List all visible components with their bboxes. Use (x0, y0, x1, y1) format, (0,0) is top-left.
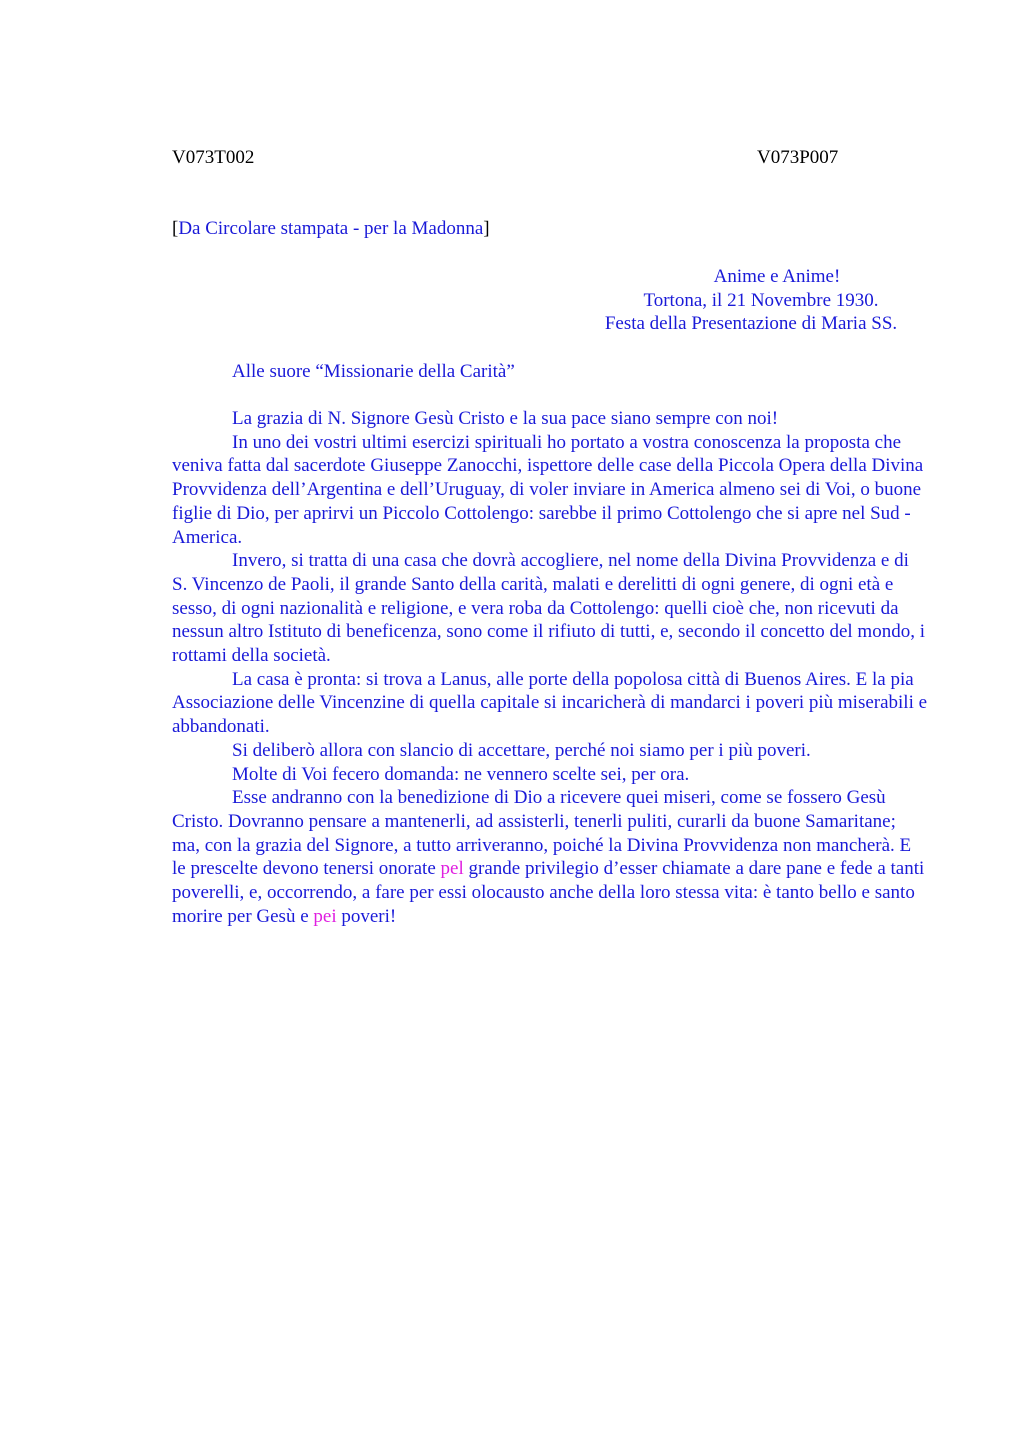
paragraph-mission (172, 786, 928, 928)
letter-body (172, 407, 928, 928)
paragraph-selection: Molte di Voi fecero domanda: ne vennero scelte sei, per ora. (232, 763, 690, 785)
document-code-right: V073P007 (757, 147, 839, 168)
dateline-place-date: Tortona, il 21 Novembre 1930. (643, 289, 879, 311)
paragraph-proposal: In uno dei vostri ultimi esercizi spirituali ho portato a vostra conoscenza la proposta che veniva fatta dal sacerdote Giuseppe Zanocchi, ispettore delle case della Piccola Opera della Divina Provvidenza dell’Argentina e dell’Uruguay, di voler inviare in America almeno sei di Voi, o buone figlie di Dio, per aprirvi un Piccolo Cottolengo: sarebbe il primo Cottolengo che si apre nel Sud - America. (172, 431, 924, 548)
dateline-block (594, 265, 924, 336)
heading-open-bracket: [ (172, 218, 179, 239)
highlighted-word-pel: pel (440, 858, 464, 880)
highlighted-word-pei: pei (313, 905, 337, 927)
heading-text: Da Circolare stampata - per la Madonna (178, 218, 484, 239)
paragraph-mission-part2: grande privilegio d’esser chiamate a dare pane e fede a tanti poverelli, e, occorrendo, a fare per essi olocausto anche della loro stessa vita: è tanto bello e santo morire per Gesù e (172, 858, 925, 927)
letter-addressee: Alle suore “Missionarie della Carità” (232, 361, 515, 382)
paragraph-mission-part1: Esse andranno con la benedizione di Dio a ricevere quei miseri, come se fossero Gesù Cristo. Dovranno pensare a mantenerli, ad assisterli, tenerli puliti, curarli da buone Samaritane; ma, con la grazia del Signore, a tutto arriveranno, poiché la Divina Provvidenza non mancherà. E le prescelte devono tenersi onorate (172, 787, 912, 880)
heading-close-bracket: ] (483, 218, 490, 239)
dateline-feast: Festa della Presentazione di Maria SS. (604, 313, 898, 335)
document-code-left: V073T002 (172, 147, 255, 168)
paragraph-mission-part3: poveri! (336, 905, 397, 927)
source-heading (172, 217, 490, 241)
dateline-motto: Anime e Anime! (713, 266, 841, 287)
paragraph-decision: Si deliberò allora con slancio di accettare, perché noi siamo per i più poveri. (232, 739, 811, 761)
paragraph-greeting: La grazia di N. Signore Gesù Cristo e la sua pace siano sempre con noi! (232, 408, 779, 429)
paragraph-house-purpose: Invero, si tratta di una casa che dovrà accogliere, nel nome della Divina Provvidenza e di S. Vincenzo de Paoli, il grande Santo della carità, malati e derelitti di ogni genere, di ogni età e sesso, di ogni nazionalità e religione, e vera roba da Cottolengo: quelli cioè che, non ricevuti da nessun altro Istituto di beneficenza, sono come il rifiuto di tutti, e, secondo il concetto del mondo, i rottami della società. (172, 550, 925, 667)
paragraph-house-ready: La casa è pronta: si trova a Lanus, alle porte della popolosa città di Buenos Aires. E la pia Associazione delle Vincenzine di quella capitale si incaricherà di mandarci i poveri più miserabili e abbandonati. (172, 668, 928, 738)
